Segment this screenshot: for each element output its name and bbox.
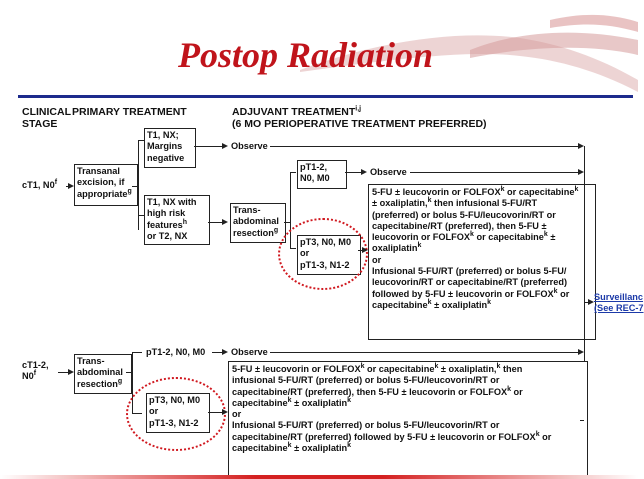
connector [290,172,296,173]
connector [270,146,580,147]
high-risk-box: T1, NX with high risk features$^h$ or T2, NX [144,195,210,245]
transanal-excision-box: Transanal excision, if appropriate$^g$ [74,164,138,206]
slide-title: Postop Radiation [178,35,434,75]
header-adjuvant-treatment: ADJUVANT TREATMENT$^{i,j}$ (6 MO PERIOPERATIVE TREATMENT PREFERRED) [232,105,487,130]
surveillance-link[interactable]: Surveillanc (See REC-7 [594,292,644,313]
connector [138,140,139,230]
arrow-head [361,169,367,175]
arrow-head [222,219,228,225]
connector [410,172,580,173]
connector [132,186,138,187]
bottom-stage-label: cT1-2, N0$^f$ [22,360,49,382]
connector [132,352,142,353]
arrow-head [222,143,228,149]
pt12-box-top: pT1-2, N0, M0 [297,160,347,189]
connector [580,420,584,421]
connector [126,372,132,373]
header-clinical-stage: CLINICAL STAGE [22,106,71,130]
arrow-head [578,349,584,355]
connector [194,146,224,147]
arrow-head [222,349,228,355]
regimen-box-top: 5-FU ± leucovorin or FOLFOX$^k$ or capecitabine$^k$ ± oxaliplatin,$^k$ then infusional 5-FU/RT (preferred) or bolus 5-FU/leucovorin/RT or capecitabine/RT (preferred), then 5-FU ± leucovorin or FOLFOX$^k$ or capecitabine$^k$ ± oxaliplatin$^k$ or Infusional 5-FU/RT (preferred) or bolus 5-FU/ leucovorin/RT or capecitabine/RT (preferred) followed by 5-FU ± leucovorin or FOLFOX$^k$ or capecitabine$^k$ ± oxaliplatin$^k$ [368,184,596,340]
connector [270,352,580,353]
transabdominal-box-bottom: Trans- abdominal resection$^g$ [74,354,132,394]
header-primary-treatment: PRIMARY TREATMENT [72,106,187,118]
transabdominal-box-top: Trans- abdominal resection$^g$ [230,203,286,243]
margins-negative-box: T1, NX; Margins negative [144,128,196,168]
pt12-label-bottom: pT1-2, N0, M0 [146,347,206,357]
highlight-circle-top [278,218,368,290]
pt3-box-top: pT3, N0, M0 or pT1-3, N1-2 [297,235,361,275]
highlight-circle-bottom [126,377,226,451]
header-rule [18,95,633,98]
pt3-box-bottom: pT3, N0, M0 or pT1-3, N1-2 [146,393,210,433]
observe-label-2: Observe [370,167,407,177]
connector [284,222,290,223]
observe-label-1: Observe [231,141,268,151]
footer-bar [0,475,638,479]
observe-label-bottom: Observe [231,347,268,357]
regimen-box-bottom: 5-FU ± leucovorin or FOLFOX$^k$ or capecitabine$^k$ ± oxaliplatin,$^k$ then infusional 5-FU/RT (preferred) or bolus 5-FU/leucovorin/RT or capecitabine/RT (preferred), then 5-FU ± leucovorin or FOLFOX$^k$ or capecitabine$^k$ ± oxaliplatin$^k$ or Infusional 5-FU/RT (preferred) or bolus 5-FU/leucovorin/RT or capecitabine/RT (preferred) followed by 5-FU ± leucovorin or FOLFOX$^k$ or capecitabine$^k$ ± oxaliplatin$^k$ [228,361,588,477]
top-stage-label: cT1, N0$^f$ [22,178,58,190]
